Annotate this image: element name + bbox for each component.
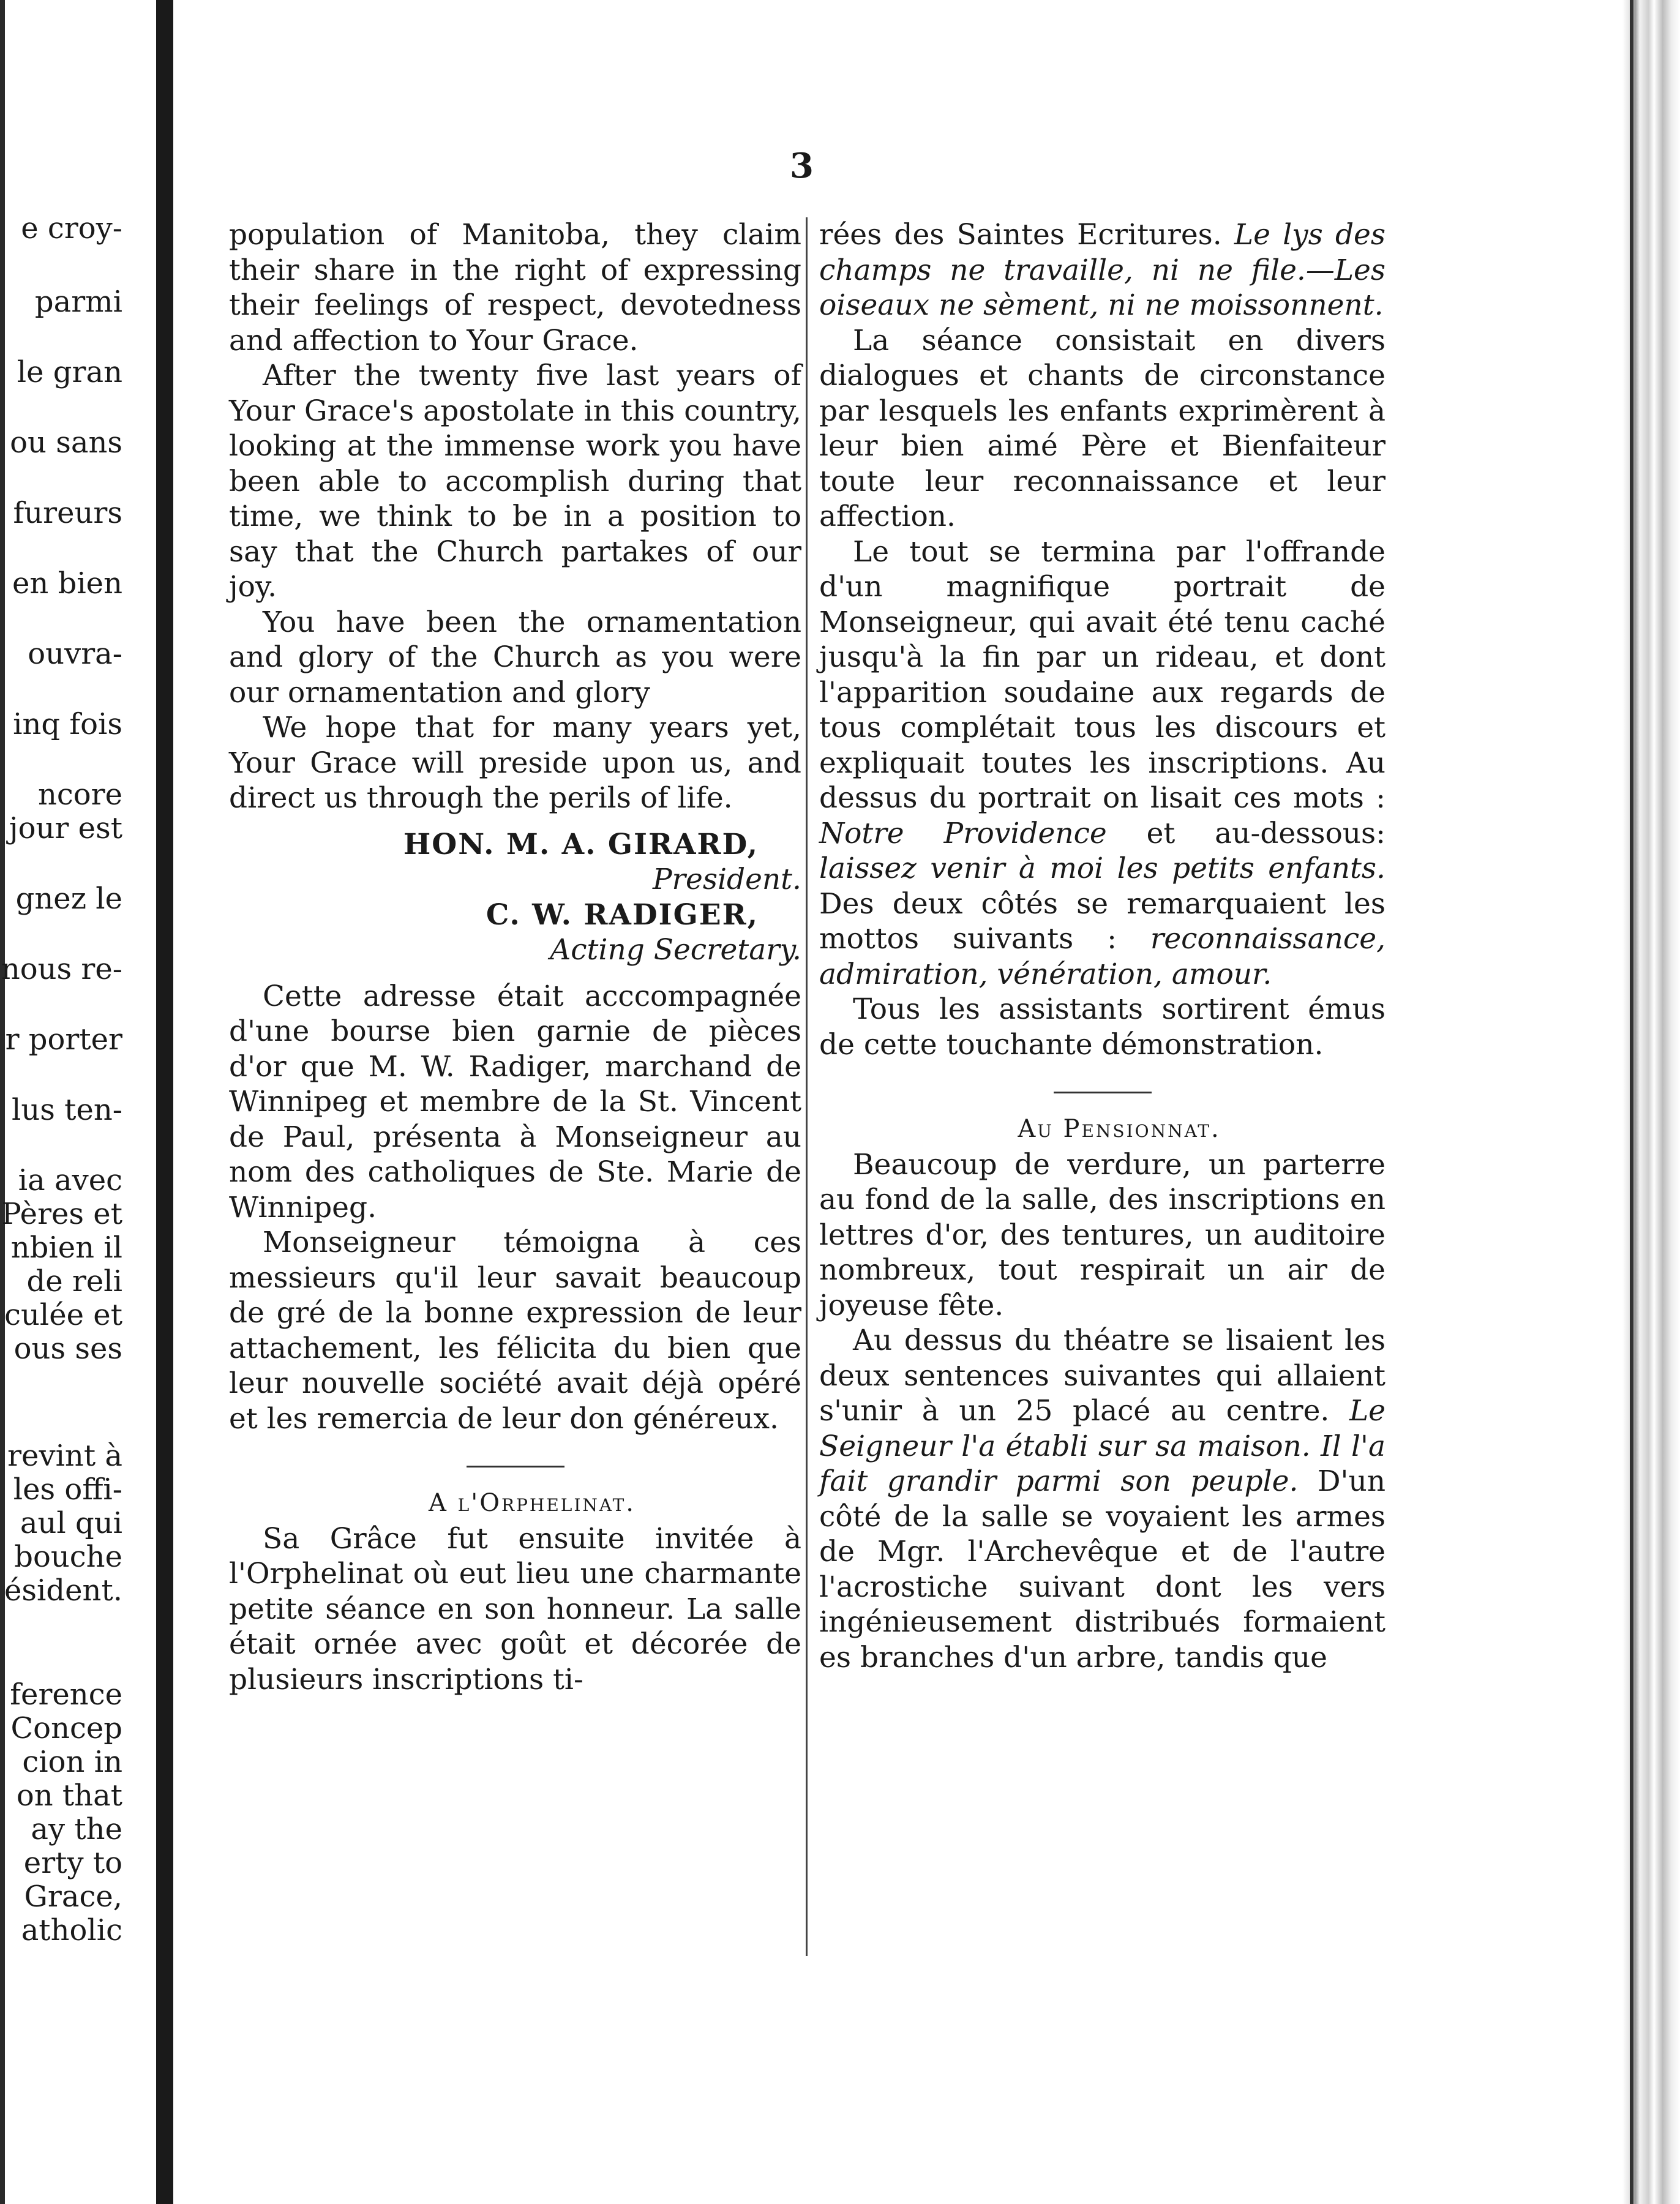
fragment-line: revint à	[7, 1439, 122, 1473]
fragment-line: jour est	[9, 811, 122, 845]
italic-quote: laissez venir à moi les petits enfants.	[819, 852, 1386, 885]
fragment-line: ous ses	[13, 1332, 122, 1366]
italic-quote: Notre Providence	[819, 816, 1107, 850]
fragment-line: erty to	[23, 1846, 122, 1880]
fragment-line: de reli	[26, 1264, 122, 1299]
paragraph: La séance consistait en divers dialogues et chants de circonstance par lesquels les enfants exprimèrent à leur bien aimé Père et Bienfaiteur toute leur reconnaissance et leur affection.	[819, 323, 1386, 533]
paragraph	[819, 217, 1386, 323]
italic-quote: reconnaissance, admiration, vénération, amour.	[819, 922, 1386, 991]
fragment-line: ncore	[37, 778, 122, 812]
fragment-line: aul qui	[20, 1506, 122, 1540]
paragraph: Beaucoup de verdure, un parterre au fond de la salle, des inscriptions en lettres d'or, des tentures, un auditoire nombreux, tout respirait un air de joyeuse fête.	[819, 1147, 1386, 1322]
fragment-line: on that	[16, 1779, 122, 1813]
italic-quote: Le Seigneur l'a établi sur sa maison. Il l'a fait grandir parmi son peuple.	[819, 1394, 1386, 1498]
paragraph: Tous les assistants sortirent émus de cette touchante démonstration.	[819, 992, 1386, 1062]
fragment-line: culée et	[4, 1298, 122, 1332]
section-separator	[1054, 1092, 1152, 1093]
text-run: rées des Saintes Ecritures.	[819, 218, 1222, 252]
fragment-line: atholic	[21, 1913, 122, 1947]
text-run: et au-dessous:	[1146, 816, 1386, 850]
fragment-line: cion in	[22, 1745, 122, 1779]
right-column	[819, 217, 1386, 1675]
fragment-line: bouche	[14, 1540, 122, 1574]
paragraph	[819, 534, 1386, 992]
paragraph	[819, 1323, 1386, 1675]
fragment-line: ésident.	[4, 1573, 122, 1608]
text-run: D'un côté de la salle se voyaient les armes de Mgr. l'Archevêque et de l'autre l'acrostiche suivant dont les vers ingénieusement distribués formaient es branches d'un arbre, tandis que	[819, 1464, 1386, 1674]
fragment-line: lus ten-	[12, 1093, 122, 1127]
paragraph: After the twenty five last years of Your Grace's apostolate in this country, looking at the immense work you have been able to accomplish during that time, we think to be in a position to say that the Church partakes of our joy.	[229, 359, 801, 604]
fragment-line: nous re-	[1, 952, 122, 986]
fragment-line: ouvra-	[28, 637, 122, 671]
fragment-line: parmi	[34, 285, 122, 319]
signature-role: Acting Secretary.	[550, 933, 801, 967]
fragment-line: fureurs	[13, 496, 122, 530]
section-heading: A l'Orphelinat.	[429, 1489, 636, 1517]
fragment-line: inq fois	[13, 707, 122, 741]
section-heading: Au Pensionnat.	[1018, 1115, 1221, 1143]
fragment-line: e croy-	[21, 211, 122, 246]
paragraph: Monseigneur témoigna à ces messieurs qu'il leur savait beaucoup de gré de la bonne expression de leur attachement, les félicita du bien que leur nouvelle société avait déjà opéré et les remercia de leur don généreux.	[229, 1226, 801, 1436]
fragment-line: Grace,	[24, 1880, 122, 1914]
italic-quote: Le lys des champs ne travaille, ni ne file.—Les oiseaux ne sèment, ni ne moissonnent.	[819, 218, 1386, 322]
paragraph: Cette adresse était acccompagnée d'une bourse bien garnie de pièces d'or que M. W. Radiger, marchand de Winnipeg et membre de la St. Vincent de Paul, présenta à Monseigneur au nom des catholiques de Ste. Marie de Winnipeg.	[229, 979, 801, 1224]
text-run: Le tout se termina par l'offrande d'un magnifique portrait de Monseigneur, qui avait été tenu caché jusqu'à la fin par un rideau, et dont l'apparition soudaine aux regards de tous complétait tous les discours et expliquait toutes les inscriptions. Au dessus du portrait on lisait ces mots :	[819, 534, 1386, 815]
fragment-line: Concep	[10, 1711, 122, 1745]
fragment-line: en bien	[12, 566, 122, 601]
fragment-line: les offi-	[13, 1472, 122, 1507]
paragraph: Sa Grâce fut ensuite invitée à l'Orphelinat où eut lieu une charmante petite séance en son honneur. La salle était ornée avec goût et décorée de plusieurs inscriptions ti-	[229, 1521, 801, 1696]
fragment-line: ference	[10, 1677, 122, 1712]
fragment-line: ou sans	[10, 425, 122, 460]
signature-role: President.	[652, 863, 801, 896]
section-separator	[467, 1466, 564, 1467]
text-run: Au dessus du théatre se lisaient les deux sentences suivantes qui allaient s'unir à un 25 placé au centre.	[819, 1324, 1386, 1428]
paragraph: We hope that for many years yet, Your Grace will preside upon us, and direct us through the perils of life.	[229, 711, 801, 815]
paragraph: You have been the ornamentation and glory of the Church as you were our ornamentation and glory	[229, 605, 801, 710]
binding-gutter	[156, 0, 173, 2204]
text-run: Des deux côtés se remarquaient les mottos suivants :	[819, 886, 1386, 956]
page-edge-line	[1630, 0, 1633, 2204]
signature-name: C. W. RADIGER,	[486, 898, 759, 932]
fragment-line: ia avec	[18, 1163, 122, 1198]
paragraph: population of Manitoba, they claim their share in the right of expressing their feelings of respect, devotedness and affection to Your Grace.	[229, 218, 801, 358]
fragment-line: ay the	[31, 1812, 122, 1846]
left-column	[229, 217, 801, 1697]
fragment-line: gnez le	[15, 882, 122, 916]
signature-name: HON. M. A. GIRARD,	[403, 827, 759, 861]
fragment-line: Pères et	[1, 1197, 122, 1231]
column-rule	[806, 217, 808, 1956]
fragment-line: le gran	[17, 355, 122, 389]
fragment-line: nbien il	[10, 1231, 122, 1265]
page-number: 3	[790, 146, 814, 186]
page-edge-left	[0, 0, 5, 2204]
fragment-line: r porter	[5, 1022, 122, 1057]
